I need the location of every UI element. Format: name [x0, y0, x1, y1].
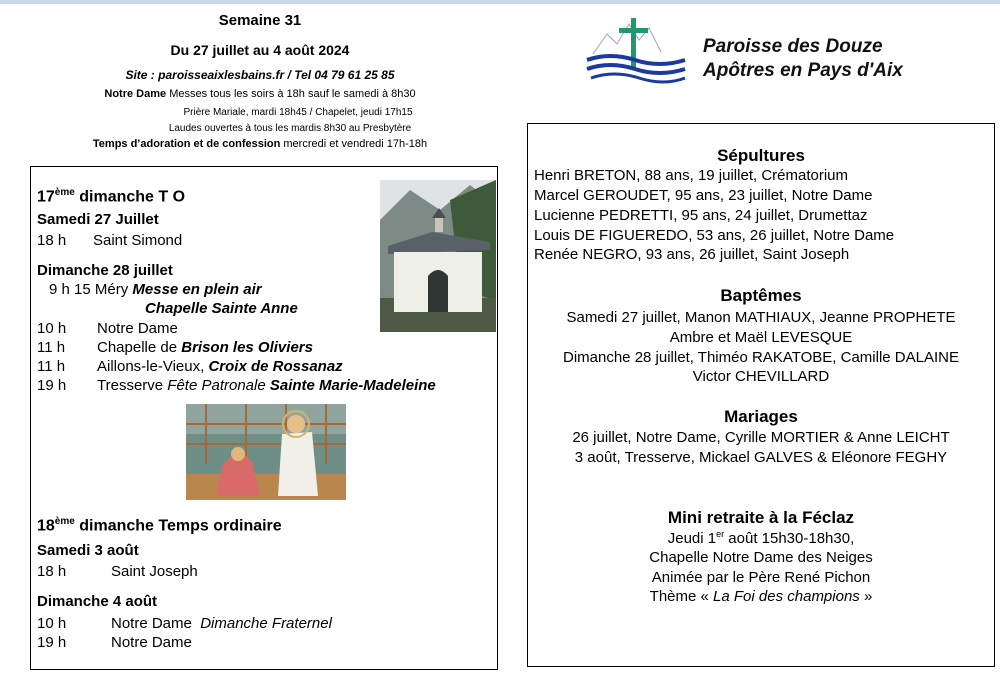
mass-place: Saint Simond — [93, 232, 183, 249]
bapteme-item: Victor CHEVILLARD — [692, 368, 830, 385]
mass-place: Notre Dame — [111, 634, 192, 651]
retreat-leader: Animée par le Père René Pichon — [651, 569, 871, 586]
priere-line: Prière Mariale, mardi 18h45 / Chapelet, jeudi 17h15 — [183, 107, 413, 118]
mass-time: 19 h — [37, 377, 67, 394]
mass-time: 11 h — [37, 339, 66, 356]
mass-line-mery: 9 h 15 Méry Messe en plein air — [49, 281, 262, 298]
sepulture-item: Henri BRETON, 88 ans, 19 juillet, Crématorium — [534, 167, 849, 184]
sepultures-title: Sépultures — [717, 146, 805, 165]
sepulture-item: Renée NEGRO, 93 ans, 26 juillet, Saint Joseph — [534, 246, 850, 263]
bapteme-item: Samedi 27 juillet, Manon MATHIAUX, Jeanne PROPHETE — [566, 309, 956, 326]
section-18-title: 18ème dimanche Temps ordinaire — [37, 516, 282, 535]
week-title: Semaine 31 — [218, 12, 302, 29]
mass-place-tresserve: Tresserve Fête Patronale Sainte Marie-Madeleine — [97, 377, 436, 394]
mass-place: Saint Joseph — [111, 563, 198, 580]
bapteme-item: Dimanche 28 juillet, Thiméo RAKATOBE, Camille DALAINE — [563, 349, 959, 366]
mariages-title: Mariages — [724, 407, 798, 426]
mass-time: 18 h — [37, 232, 67, 249]
retreat-title: Mini retraite à la Féclaz — [667, 508, 855, 527]
parish-logo — [585, 14, 985, 84]
religious-painting — [186, 404, 346, 500]
mass-place-aillons: Aillons-le-Vieux, Croix de Rossanaz — [97, 358, 343, 375]
section-17-title: 17ème dimanche T O — [37, 187, 186, 206]
saturday-3-heading: Samedi 3 août — [37, 542, 139, 559]
retreat-theme: Thème « La Foi des champions » — [649, 588, 873, 605]
sepulture-item: Louis DE FIGUEREDO, 53 ans, 26 juillet, Notre Dame — [534, 227, 895, 244]
mass-place-fraternel: Notre Dame Dimanche Fraternel — [111, 615, 332, 632]
parish-news-panel — [527, 123, 995, 667]
parish-logo-graphic — [585, 14, 985, 84]
sunday-28-heading: Dimanche 28 juillet — [37, 262, 173, 279]
sepulture-item: Marcel GEROUDET, 95 ans, 23 juillet, Notre Dame — [534, 187, 873, 204]
mass-time: 10 h — [37, 320, 67, 337]
saturday-27-heading: Samedi 27 Juillet — [37, 211, 159, 228]
date-range: Du 27 juillet au 4 août 2024 — [170, 42, 350, 58]
retreat-place: Chapelle Notre Dame des Neiges — [649, 549, 873, 566]
adoration-line — [0, 138, 520, 150]
chapel-photo — [380, 180, 496, 332]
mass-place-brison: Chapelle de Brison les Oliviers — [97, 339, 313, 356]
retreat-date: Jeudi 1er août 15h30-18h30, — [667, 529, 855, 547]
mass-time: 19 h — [37, 634, 67, 651]
mass-time: 11 h — [37, 358, 66, 375]
mass-place: Notre Dame — [97, 320, 178, 337]
site-contact: Site : paroisseaixlesbains.fr / Tel 04 79 61 25 85 — [125, 68, 395, 82]
sunday-4-heading: Dimanche 4 août — [37, 593, 158, 610]
notre-dame-masses — [0, 88, 520, 100]
adoration-label: Temps d’adoration et de confession — [92, 138, 281, 150]
laudes-line: Laudes ouvertes à tous les mardis 8h30 au Presbytère — [168, 123, 412, 134]
sepulture-item: Lucienne PEDRETTI, 95 ans, 24 juillet, Drumettaz — [534, 207, 868, 224]
mass-time: 10 h — [37, 615, 67, 632]
adoration-text: mercredi et vendredi 17h-18h — [283, 138, 428, 150]
logo-line-2: Apôtres en Pays d'Aix — [703, 60, 903, 81]
notre-dame-text: Messes tous les soirs à 18h sauf le samedi à 8h30 — [169, 88, 416, 100]
notre-dame-label: Notre Dame — [104, 88, 167, 100]
mariage-item: 3 août, Tresserve, Mickael GALVES & Eléonore FEGHY — [574, 449, 948, 466]
logo-line-1: Paroisse des Douze — [703, 36, 883, 57]
chapel-sainte-anne: Chapelle Sainte Anne — [145, 300, 298, 317]
baptemes-title: Baptêmes — [720, 286, 802, 305]
top-bar — [0, 0, 1000, 4]
bapteme-item: Ambre et Maël LEVESQUE — [669, 329, 853, 346]
mass-time: 18 h — [37, 563, 67, 580]
mariage-item: 26 juillet, Notre Dame, Cyrille MORTIER & Anne LEICHT — [572, 429, 950, 446]
